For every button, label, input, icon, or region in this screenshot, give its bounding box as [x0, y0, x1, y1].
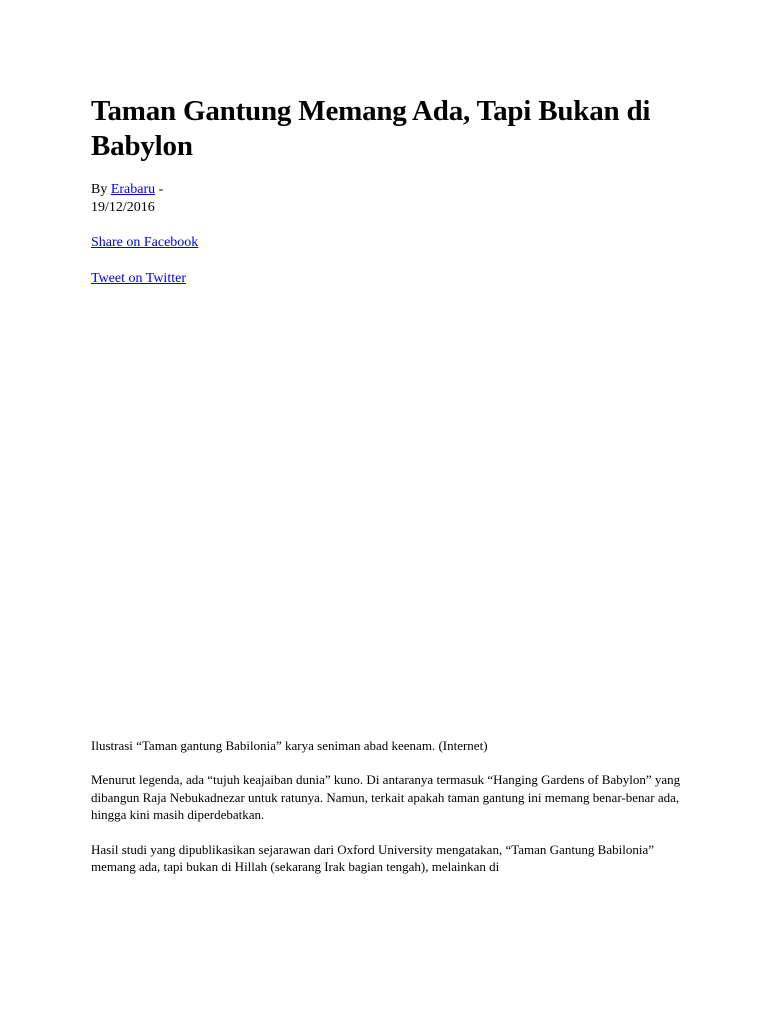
publish-date: 19/12/2016	[91, 200, 155, 215]
author-link[interactable]: Erabaru	[110, 182, 156, 197]
tweet-twitter-link[interactable]: Tweet on Twitter	[91, 271, 186, 286]
article	[91, 94, 691, 876]
byline	[91, 181, 691, 217]
byline-separator: -	[158, 182, 164, 197]
paragraph-1: Menurut legenda, ada “tujuh keajaiban dunia” kuno. Di antaranya termasuk “Hanging Gardens of Babylon” yang dibangun Raja Nebukadnezar untuk ratunya. Namun, terkait apakah taman gantung ini memang benar-benar ada, hingga kini masih diperdebatkan.	[91, 772, 681, 822]
article-title: Taman Gantung Memang Ada, Tapi Bukan di Babylon	[91, 95, 651, 162]
share-facebook-link[interactable]: Share on Facebook	[91, 235, 199, 250]
image-caption: Ilustrasi “Taman gantung Babilonia” karya seniman abad keenam. (Internet)	[91, 738, 488, 753]
tweet-twitter-row	[91, 270, 691, 288]
share-facebook-row	[91, 234, 691, 252]
paragraph-2: Hasil studi yang dipublikasikan sejarawan dari Oxford University mengatakan, “Taman Gantung Babilonia” memang ada, tapi bukan di Hillah (sekarang Irak bagian tengah), melainkan di	[91, 841, 654, 874]
by-label: By	[91, 182, 108, 197]
image-placeholder	[91, 288, 691, 737]
